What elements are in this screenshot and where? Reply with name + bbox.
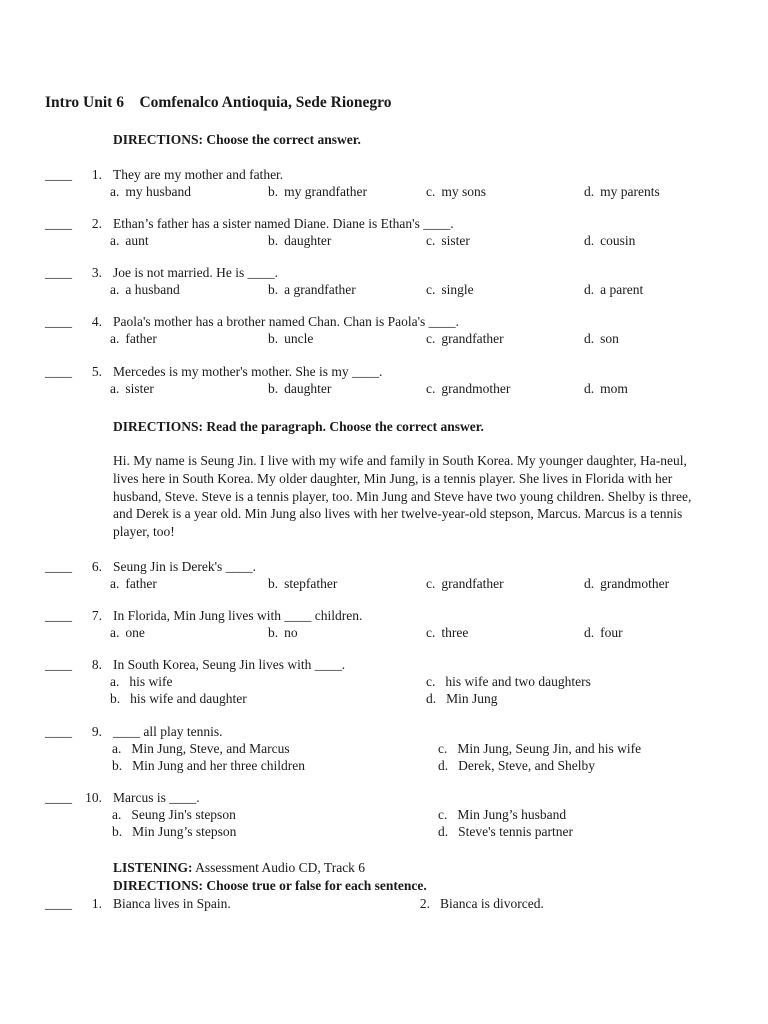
option-letter: c. (426, 282, 436, 297)
answer-option[interactable] (268, 625, 298, 641)
page-title: Intro Unit 6 Comfenalco Antioquia, Sede Rionegro (45, 94, 392, 111)
question-text: Paola's mother has a brother named Chan. Chan is Paola's ____. (113, 314, 460, 329)
option-text: Steve's tennis partner (458, 824, 574, 839)
option-letter: d. (438, 758, 449, 773)
option-letter: c. (426, 576, 436, 591)
question-text: ____ all play tennis. (113, 724, 223, 739)
option-text: Seung Jin's stepson (131, 807, 236, 822)
question-item (0, 364, 768, 404)
question-text: Ethan’s father has a sister named Diane. Diane is Ethan's ____. (113, 216, 454, 231)
question-number: 4. (91, 314, 102, 329)
answer-option[interactable] (112, 824, 236, 840)
option-letter: c. (426, 674, 436, 689)
option-letter: b. (112, 758, 123, 773)
question-item (0, 559, 768, 599)
option-letter: d. (426, 691, 437, 706)
option-text: his wife and daughter (130, 691, 247, 706)
question-text: Seung Jin is Derek's ____. (113, 559, 257, 574)
answer-option[interactable] (112, 807, 236, 823)
option-text: Min Jung (446, 691, 498, 706)
answer-blank[interactable]: ____ (45, 364, 72, 379)
directions-read-paragraph: DIRECTIONS: Read the paragraph. Choose the correct answer. (113, 419, 484, 434)
answer-blank[interactable]: ____ (45, 724, 72, 739)
question-item (0, 314, 768, 354)
option-letter: c. (426, 184, 436, 199)
answer-blank[interactable]: ____ (45, 559, 72, 574)
question-text: Joe is not married. He is ____. (113, 265, 278, 280)
answer-blank[interactable]: ____ (45, 896, 72, 911)
option-text: Min Jung and her three children (132, 758, 305, 773)
option-letter: b. (268, 184, 279, 199)
answer-option[interactable] (426, 625, 468, 641)
answer-option[interactable] (112, 741, 290, 757)
option-text: my parents (600, 184, 660, 199)
option-text: son (600, 331, 619, 346)
answer-option[interactable] (438, 807, 566, 823)
option-text: stepfather (284, 576, 338, 591)
question-item (0, 608, 768, 648)
option-letter: b. (268, 625, 279, 640)
option-letter: a. (110, 282, 120, 297)
answer-option[interactable] (426, 691, 498, 707)
option-text: cousin (600, 233, 636, 248)
option-letter: d. (438, 824, 449, 839)
option-text: Min Jung’s husband (457, 807, 567, 822)
answer-option[interactable] (426, 233, 470, 249)
option-letter: b. (268, 576, 279, 591)
answer-blank[interactable]: ____ (45, 216, 72, 231)
question-item (0, 167, 768, 207)
answer-option[interactable] (584, 184, 660, 200)
answer-option[interactable] (584, 331, 619, 347)
option-text: grandmother (441, 381, 511, 396)
option-letter: b. (268, 381, 279, 396)
option-text: sister (441, 233, 470, 248)
answer-option[interactable] (268, 233, 331, 249)
answer-option[interactable] (268, 184, 367, 200)
answer-option[interactable] (110, 625, 145, 641)
answer-option[interactable] (438, 741, 641, 757)
option-letter: c. (426, 625, 436, 640)
option-letter: a. (110, 381, 120, 396)
answer-option[interactable] (584, 576, 669, 592)
reading-paragraph: Hi. My name is Seung Jin. I live with my wife and family in South Korea. My younger daughter, Ha-neul, lives here in South Korea. My older daughter, Min Jung, is a tennis player. She lives in Florida with her husband, Steve. Steve is a tennis player, too. Min Jung and Steve have two young children. Shelby is three, and Derek is a year old. Min Jung also lives with her twelve-year-old stepson, Marcus. Marcus is a tennis player, too! (113, 453, 692, 540)
option-letter: d. (584, 233, 595, 248)
answer-option[interactable] (268, 331, 313, 347)
answer-blank[interactable]: ____ (45, 265, 72, 280)
answer-blank[interactable]: ____ (45, 608, 72, 623)
option-text: no (284, 625, 298, 640)
question-number: 1. (91, 167, 102, 182)
answer-option[interactable] (426, 331, 504, 347)
answer-option[interactable] (110, 381, 154, 397)
option-text: sister (125, 381, 154, 396)
option-text: grandmother (600, 576, 670, 591)
answer-option[interactable] (426, 184, 486, 200)
option-letter: a. (112, 807, 122, 822)
option-letter: b. (110, 691, 121, 706)
option-text: daughter (284, 381, 332, 396)
answer-option[interactable] (584, 282, 643, 298)
listening-item-text: Bianca lives in Spain. (113, 896, 231, 911)
option-text: uncle (284, 331, 314, 346)
question-number: 2. (91, 216, 102, 231)
option-letter: b. (268, 331, 279, 346)
option-text: his wife (129, 674, 173, 689)
answer-option[interactable] (268, 576, 337, 592)
option-letter: d. (584, 625, 595, 640)
answer-blank[interactable]: ____ (45, 657, 72, 672)
option-letter: b. (268, 282, 279, 297)
option-letter: a. (110, 233, 120, 248)
answer-option[interactable] (426, 282, 474, 298)
listening-header (113, 860, 365, 876)
option-letter: b. (268, 233, 279, 248)
listening-source: Assessment Audio CD, Track 6 (195, 860, 366, 875)
answer-option[interactable] (110, 331, 157, 347)
listening-item-number: 1. (91, 896, 102, 911)
question-number: 7. (91, 608, 102, 623)
option-text: daughter (284, 233, 332, 248)
question-text: They are my mother and father. (113, 167, 284, 182)
question-text: In South Korea, Seung Jin lives with ____. (113, 657, 346, 672)
question-number: 5. (91, 364, 102, 379)
option-letter: a. (110, 625, 120, 640)
answer-option[interactable] (110, 184, 191, 200)
option-text: mom (600, 381, 628, 396)
option-text: a grandfather (284, 282, 356, 297)
option-letter: d. (584, 331, 595, 346)
option-letter: a. (110, 576, 120, 591)
question-number: 10. (85, 790, 102, 805)
option-letter: c. (426, 331, 436, 346)
option-text: four (600, 625, 623, 640)
option-letter: c. (438, 741, 448, 756)
option-text: Min Jung’s stepson (132, 824, 237, 839)
option-letter: d. (584, 184, 595, 199)
option-letter: d. (584, 576, 595, 591)
answer-option[interactable] (426, 674, 591, 690)
option-letter: a. (110, 184, 120, 199)
option-text: grandfather (441, 331, 504, 346)
option-letter: c. (426, 233, 436, 248)
option-text: a parent (600, 282, 644, 297)
option-text: grandfather (441, 576, 504, 591)
question-number: 6. (91, 559, 102, 574)
answer-option[interactable] (584, 381, 628, 397)
option-letter: a. (110, 674, 120, 689)
option-letter: a. (110, 331, 120, 346)
option-text: a husband (125, 282, 180, 297)
answer-option[interactable] (110, 674, 173, 690)
question-item (0, 265, 768, 305)
option-text: single (441, 282, 474, 297)
option-text: one (125, 625, 145, 640)
answer-option[interactable] (268, 282, 356, 298)
question-item (0, 724, 768, 773)
option-letter: b. (112, 824, 123, 839)
question-text: Mercedes is my mother's mother. She is my ____. (113, 364, 383, 379)
answer-option[interactable] (584, 233, 635, 249)
option-text: Min Jung, Steve, and Marcus (131, 741, 290, 756)
question-item (0, 790, 768, 839)
answer-option[interactable] (426, 381, 510, 397)
listening-item-text: Bianca is divorced. (440, 896, 544, 911)
answer-option[interactable] (110, 233, 149, 249)
answer-option[interactable] (438, 758, 595, 774)
option-text: father (125, 331, 157, 346)
option-text: three (441, 625, 469, 640)
answer-option[interactable] (438, 824, 573, 840)
listening-item-number: 2. (419, 896, 430, 911)
option-letter: c. (426, 381, 436, 396)
option-text: my husband (125, 184, 191, 199)
option-text: Derek, Steve, and Shelby (458, 758, 595, 773)
question-number: 3. (91, 265, 102, 280)
option-text: Min Jung, Seung Jin, and his wife (457, 741, 642, 756)
option-letter: a. (112, 741, 122, 756)
listening-label: LISTENING: (113, 860, 193, 875)
directions-choose-answer: DIRECTIONS: Choose the correct answer. (113, 132, 361, 147)
answer-option[interactable] (268, 381, 331, 397)
question-text: Marcus is ____. (113, 790, 200, 805)
answer-option[interactable] (110, 282, 180, 298)
question-number: 8. (91, 657, 102, 672)
answer-option[interactable] (584, 625, 623, 641)
question-item (0, 216, 768, 256)
option-text: my sons (441, 184, 487, 199)
question-item (0, 657, 768, 706)
directions-true-false: DIRECTIONS: Choose true or false for each sentence. (113, 878, 427, 893)
answer-option[interactable] (426, 576, 504, 592)
option-text: his wife and two daughters (445, 674, 591, 689)
option-text: my grandfather (284, 184, 367, 199)
answer-option[interactable] (112, 758, 305, 774)
answer-option[interactable] (110, 576, 157, 592)
option-text: father (125, 576, 157, 591)
answer-blank[interactable]: ____ (45, 167, 72, 182)
option-letter: c. (438, 807, 448, 822)
question-text: In Florida, Min Jung lives with ____ children. (113, 608, 363, 623)
option-text: aunt (125, 233, 149, 248)
option-letter: d. (584, 282, 595, 297)
option-letter: d. (584, 381, 595, 396)
answer-blank[interactable]: ____ (45, 314, 72, 329)
answer-blank[interactable]: ____ (45, 790, 72, 805)
answer-option[interactable] (110, 691, 247, 707)
question-number: 9. (91, 724, 102, 739)
